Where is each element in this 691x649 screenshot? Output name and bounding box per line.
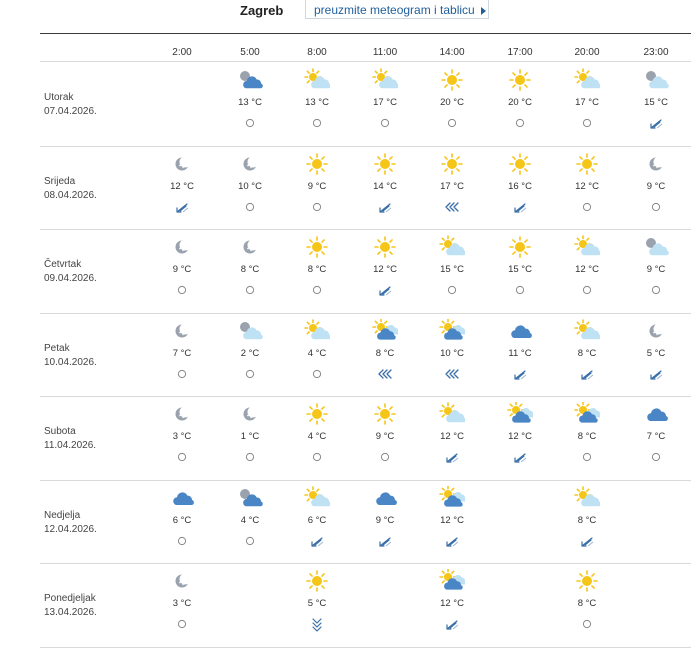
temperature: 4 °C (307, 347, 327, 359)
calm-icon (512, 115, 528, 131)
forecast-cell[interactable] (220, 319, 280, 399)
calm-icon (309, 199, 325, 215)
moon-icon (169, 235, 195, 259)
calm-icon (579, 616, 595, 632)
temperature: 12 °C (440, 598, 464, 609)
forecast-cell[interactable] (287, 402, 347, 482)
temperature: 11 °C (508, 347, 532, 359)
sun-icon (574, 152, 600, 176)
temperature: 6 °C (172, 514, 192, 526)
partly-cloudy-day-icon (574, 319, 600, 343)
arrow-right-icon (481, 7, 486, 15)
sun-icon (439, 68, 465, 92)
day-date: 07.04.2026. (44, 106, 97, 117)
wind-sw-icon (377, 533, 393, 549)
forecast-cell[interactable] (152, 486, 212, 566)
moon-icon (169, 402, 195, 426)
forecast-cell[interactable] (422, 152, 482, 232)
temperature: 9 °C (646, 264, 666, 275)
wind-w-strong-icon (444, 199, 460, 215)
day-row (0, 230, 691, 314)
forecast-cell[interactable] (287, 235, 347, 315)
partly-cloudy-night-icon (237, 486, 263, 510)
sun-icon (372, 152, 398, 176)
hour-label: 5:00 (240, 47, 260, 58)
temperature: 1 °C (240, 431, 260, 442)
calm-icon (242, 533, 258, 549)
partly-cloudy-day-icon (439, 402, 465, 426)
temperature: 8 °C (375, 347, 395, 359)
temperature: 13 °C (238, 97, 262, 108)
forecast-cell[interactable] (557, 569, 617, 649)
temperature: 3 °C (172, 598, 192, 609)
forecast-cell[interactable] (422, 68, 482, 148)
day-label (44, 175, 97, 203)
sun-icon (372, 402, 398, 426)
day-label (44, 509, 97, 537)
day-label (44, 425, 96, 453)
temperature: 5 °C (646, 347, 666, 359)
forecast-cell[interactable] (626, 402, 686, 482)
hour-label: 14:00 (439, 47, 465, 58)
temperature: 6 °C (307, 514, 327, 526)
sun-icon (507, 68, 533, 92)
sun-icon (507, 235, 533, 259)
temperature: 12 °C (508, 431, 532, 442)
temperature: 10 °C (238, 180, 262, 192)
calm-icon (512, 282, 528, 298)
temperature: 12 °C (440, 431, 464, 442)
sun-icon (304, 152, 330, 176)
calm-icon (174, 533, 190, 549)
temperature: 17 °C (440, 180, 464, 192)
forecast-cell[interactable] (152, 235, 212, 315)
forecast-cell[interactable] (557, 68, 617, 148)
calm-icon (579, 199, 595, 215)
day-date: 11.04.2026. (44, 440, 97, 451)
partly-cloudy-night-icon (237, 68, 263, 92)
forecast-cell[interactable] (220, 486, 280, 566)
temperature: 3 °C (172, 431, 192, 442)
temperature: 8 °C (240, 264, 260, 275)
partly-cloudy-day-icon (574, 68, 600, 92)
row-divider (40, 146, 691, 147)
wind-sw-icon (648, 366, 664, 382)
calm-icon (242, 366, 258, 382)
cloud-icon (169, 486, 195, 510)
wind-sw-icon (444, 616, 460, 632)
sun-icon (439, 152, 465, 176)
forecast-cell[interactable] (626, 319, 686, 399)
forecast-cell[interactable] (626, 235, 686, 315)
forecast-cell[interactable] (490, 152, 550, 232)
forecast-cell[interactable] (355, 235, 415, 315)
temperature: 9 °C (375, 431, 395, 442)
wind-sw-icon (174, 199, 190, 215)
wind-sw-icon (444, 449, 460, 465)
day-name: Utorak (44, 92, 74, 103)
calm-icon (377, 115, 393, 131)
temperature: 8 °C (577, 347, 597, 359)
day-name: Četvrtak (44, 259, 82, 270)
wind-sw-icon (377, 199, 393, 215)
temperature: 7 °C (172, 347, 192, 359)
day-name: Ponedjeljak (44, 593, 96, 604)
forecast-cell[interactable] (490, 402, 550, 482)
wind-sw-icon (512, 199, 528, 215)
sun-icon (304, 402, 330, 426)
calm-icon (309, 366, 325, 382)
forecast-cell[interactable] (287, 569, 347, 649)
calm-icon (309, 115, 325, 131)
forecast-header (0, 0, 691, 24)
day-label (44, 592, 97, 620)
day-name: Nedjelja (44, 509, 81, 521)
wind-w-strong-icon (444, 366, 460, 382)
temperature: 12 °C (575, 264, 599, 275)
forecast-cell[interactable] (220, 68, 280, 148)
cloud-icon (643, 402, 669, 426)
partly-cloudy-day-icon (574, 235, 600, 259)
calm-icon (579, 449, 595, 465)
day-label (44, 342, 97, 370)
row-divider (40, 229, 691, 230)
temperature: 15 °C (508, 264, 532, 275)
wind-sw-icon (444, 533, 460, 549)
temperature: 8 °C (577, 431, 597, 442)
moon-icon (237, 152, 263, 176)
cloudy-sun-icon (574, 402, 600, 426)
wind-sw-icon (579, 533, 595, 549)
forecast-cell[interactable] (422, 235, 482, 315)
temperature: 8 °C (307, 264, 327, 275)
temperature: 13 °C (305, 97, 329, 108)
forecast-cell[interactable] (152, 152, 212, 232)
forecast-cell[interactable] (557, 235, 617, 315)
row-divider (40, 313, 691, 314)
hour-label: 11:00 (372, 47, 398, 58)
forecast-cell[interactable] (152, 402, 212, 482)
temperature: 12 °C (170, 180, 194, 192)
forecast-cell[interactable] (220, 402, 280, 482)
header-divider (40, 33, 691, 34)
temperature: 12 °C (440, 514, 464, 526)
forecast-cell[interactable] (220, 152, 280, 232)
forecast-cell[interactable] (422, 486, 482, 566)
forecast-cell[interactable] (287, 319, 347, 399)
calm-icon (648, 449, 664, 465)
wind-sw-icon (512, 366, 528, 382)
day-name: Subota (44, 426, 76, 437)
partly-cloudy-day-icon (574, 486, 600, 510)
moon-icon (643, 152, 669, 176)
meteogram-link-label: preuzmite meteogram i tablicu (314, 3, 475, 17)
day-row (0, 147, 691, 231)
row-divider (40, 563, 691, 564)
calm-icon (444, 282, 460, 298)
day-row (0, 481, 691, 565)
hour-header-row (0, 47, 691, 61)
sun-icon (574, 569, 600, 593)
partly-cloudy-day-icon (304, 486, 330, 510)
cloudy-sun-icon (372, 319, 398, 343)
forecast-cell[interactable] (557, 152, 617, 232)
meteogram-download-link[interactable] (305, 0, 489, 19)
hour-label: 2:00 (172, 47, 192, 58)
temperature: 20 °C (440, 97, 464, 108)
partly-cloudy-night-light-icon (643, 235, 669, 259)
calm-icon (377, 449, 393, 465)
moon-icon (643, 319, 669, 343)
wind-sw-icon (648, 115, 664, 131)
cloudy-sun-icon (439, 569, 465, 593)
forecast-cell[interactable] (355, 319, 415, 399)
forecast-cell[interactable] (355, 68, 415, 148)
day-date: 08.04.2026. (44, 189, 97, 201)
calm-icon (648, 282, 664, 298)
forecast-cell[interactable] (287, 486, 347, 566)
sun-icon (372, 235, 398, 259)
temperature: 17 °C (373, 97, 397, 108)
wind-sw-icon (579, 366, 595, 382)
temperature: 15 °C (644, 97, 668, 108)
temperature: 2 °C (240, 347, 260, 359)
wind-sw-icon (377, 282, 393, 298)
partly-cloudy-night-light-icon (237, 319, 263, 343)
cloud-icon (372, 486, 398, 510)
wind-n-icon (309, 616, 325, 632)
calm-icon (174, 282, 190, 298)
calm-icon (309, 282, 325, 298)
temperature: 7 °C (646, 431, 666, 442)
cloudy-sun-icon (439, 319, 465, 343)
temperature: 12 °C (373, 264, 397, 275)
hour-label: 20:00 (574, 47, 600, 58)
calm-icon (309, 449, 325, 465)
forecast-cell[interactable] (490, 235, 550, 315)
forecast-cell[interactable] (626, 68, 686, 148)
forecast-cell[interactable] (152, 319, 212, 399)
forecast-cell[interactable] (422, 569, 482, 649)
forecast-cell[interactable] (626, 152, 686, 232)
moon-icon (169, 319, 195, 343)
day-date: 09.04.2026. (44, 273, 97, 284)
forecast-cell[interactable] (287, 68, 347, 148)
day-date: 12.04.2026. (44, 523, 97, 535)
calm-icon (648, 199, 664, 215)
hour-label: 17:00 (507, 47, 533, 58)
forecast-cell[interactable] (490, 68, 550, 148)
temperature: 8 °C (577, 514, 597, 526)
temperature: 5 °C (307, 598, 327, 609)
forecast-cell[interactable] (557, 486, 617, 566)
temperature: 17 °C (575, 97, 599, 108)
calm-icon (174, 616, 190, 632)
forecast-cell[interactable] (422, 319, 482, 399)
sun-icon (304, 235, 330, 259)
temperature: 15 °C (440, 264, 464, 275)
row-divider (40, 396, 691, 397)
temperature: 9 °C (646, 180, 666, 192)
calm-icon (242, 199, 258, 215)
city-name: Zagreb (240, 3, 284, 18)
temperature: 12 °C (575, 180, 599, 192)
row-divider (40, 61, 691, 62)
forecast-cell[interactable] (355, 152, 415, 232)
partly-cloudy-day-icon (304, 68, 330, 92)
forecast-cell[interactable] (490, 319, 550, 399)
forecast-cell[interactable] (422, 402, 482, 482)
cloudy-sun-icon (439, 486, 465, 510)
day-name: Srijeda (44, 175, 76, 187)
partly-cloudy-day-icon (304, 319, 330, 343)
forecast-cell[interactable] (220, 235, 280, 315)
cloudy-sun-icon (507, 402, 533, 426)
temperature: 14 °C (373, 180, 397, 192)
moon-icon (237, 402, 263, 426)
forecast-cell[interactable] (557, 319, 617, 399)
row-divider (40, 480, 691, 481)
wind-w-strong-icon (377, 366, 393, 382)
calm-icon (579, 282, 595, 298)
moon-icon (237, 235, 263, 259)
forecast-cell[interactable] (355, 402, 415, 482)
calm-icon (174, 449, 190, 465)
moon-icon (169, 152, 195, 176)
row-divider (40, 647, 691, 648)
day-label (44, 91, 97, 119)
day-row (0, 314, 691, 398)
hour-label: 8:00 (307, 47, 327, 58)
day-label (44, 258, 97, 286)
calm-icon (444, 115, 460, 131)
day-date: 10.04.2026. (44, 356, 97, 368)
wind-sw-icon (309, 533, 325, 549)
hour-label: 23:00 (643, 47, 669, 58)
day-date: 13.04.2026. (44, 607, 97, 618)
day-name: Petak (44, 342, 70, 354)
day-row (0, 397, 691, 481)
cloud-icon (507, 319, 533, 343)
forecast-cell[interactable] (152, 569, 212, 649)
temperature: 4 °C (307, 431, 327, 442)
temperature: 20 °C (508, 97, 532, 108)
temperature: 8 °C (577, 598, 597, 609)
day-row (0, 63, 691, 147)
calm-icon (242, 115, 258, 131)
wind-sw-icon (512, 449, 528, 465)
temperature: 9 °C (375, 514, 395, 526)
temperature: 16 °C (508, 180, 532, 192)
forecast-cell[interactable] (287, 152, 347, 232)
calm-icon (242, 449, 258, 465)
forecast-cell[interactable] (355, 486, 415, 566)
sun-icon (507, 152, 533, 176)
sun-icon (304, 569, 330, 593)
temperature: 10 °C (440, 347, 464, 359)
calm-icon (242, 282, 258, 298)
partly-cloudy-day-icon (372, 68, 398, 92)
partly-cloudy-day-icon (439, 235, 465, 259)
calm-icon (174, 366, 190, 382)
partly-cloudy-night-light-icon (643, 68, 669, 92)
forecast-cell[interactable] (557, 402, 617, 482)
temperature: 9 °C (172, 264, 192, 275)
temperature: 9 °C (307, 180, 327, 192)
day-row (0, 564, 691, 648)
moon-icon (169, 569, 195, 593)
calm-icon (579, 115, 595, 131)
temperature: 4 °C (240, 514, 260, 526)
